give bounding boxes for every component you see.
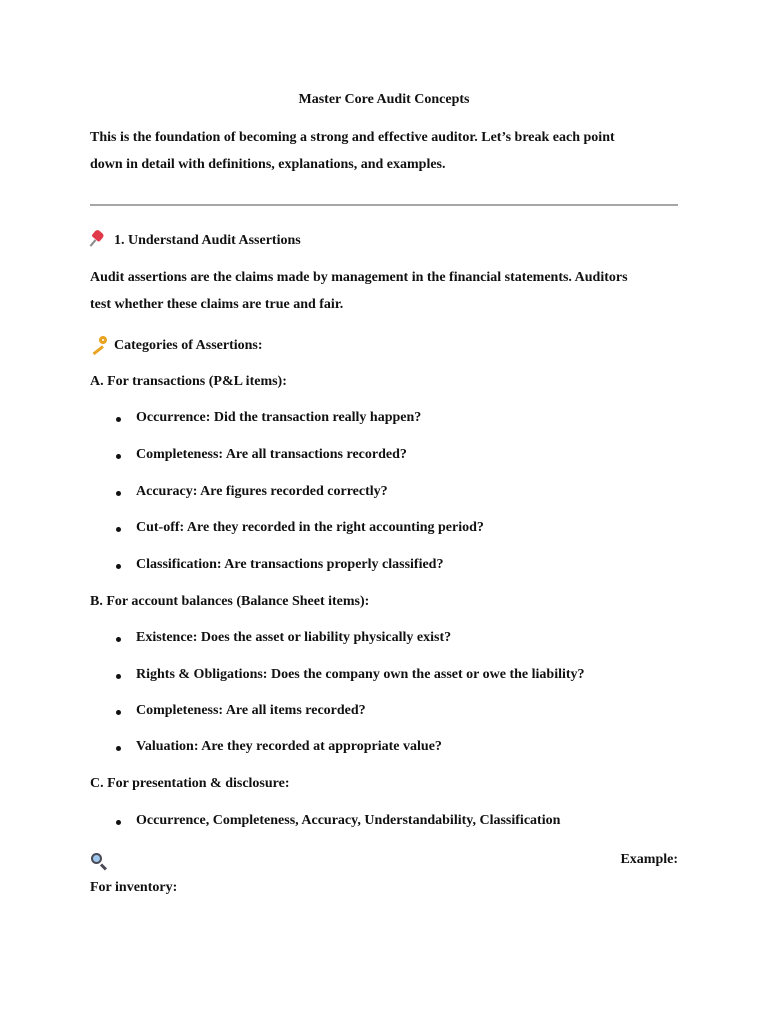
- intro-paragraph: [90, 124, 678, 178]
- bullet-dot: [116, 820, 121, 825]
- bullet-dot: [116, 564, 121, 569]
- bullet-dot: [116, 746, 121, 751]
- intro-line-1: This is the foundation of becoming a strong and effective auditor. Let’s break each point: [90, 130, 615, 145]
- bullet-dot: [116, 454, 121, 459]
- bullet-dot: [116, 491, 121, 496]
- example-for-text: For inventory:: [90, 880, 178, 895]
- section-heading-text: 1. Understand Audit Assertions: [114, 233, 301, 248]
- categories-heading-text: Categories of Assertions:: [114, 338, 263, 353]
- horizontal-divider: [90, 204, 678, 206]
- group-b-label: B. For account balances (Balance Sheet items):: [90, 594, 370, 609]
- pushpin-icon: [90, 231, 106, 247]
- assertions-line-2: test whether these claims are true and fair.: [90, 297, 344, 312]
- assertions-line-1: Audit assertions are the claims made by management in the financial statements. Auditors: [90, 270, 628, 285]
- assertions-paragraph: [90, 264, 678, 318]
- intro-line-2: down in detail with definitions, explanations, and examples.: [90, 157, 446, 172]
- bullet-dot: [116, 674, 121, 679]
- page-title: Master Core Audit Concepts: [298, 92, 470, 107]
- bullet-dot: [116, 710, 121, 715]
- bullet-dot: [116, 527, 121, 532]
- key-icon: [90, 336, 108, 352]
- group-c-label: C. For presentation & disclosure:: [90, 776, 290, 791]
- bullet-dot: [116, 417, 121, 422]
- bullet-dot: [116, 637, 121, 642]
- section-heading: [90, 231, 301, 249]
- categories-heading: [90, 336, 263, 354]
- example-row: [90, 852, 678, 872]
- magnifying-glass-icon: [90, 852, 108, 870]
- example-label: Example:: [620, 852, 678, 867]
- group-a-label: A. For transactions (P&L items):: [90, 374, 287, 389]
